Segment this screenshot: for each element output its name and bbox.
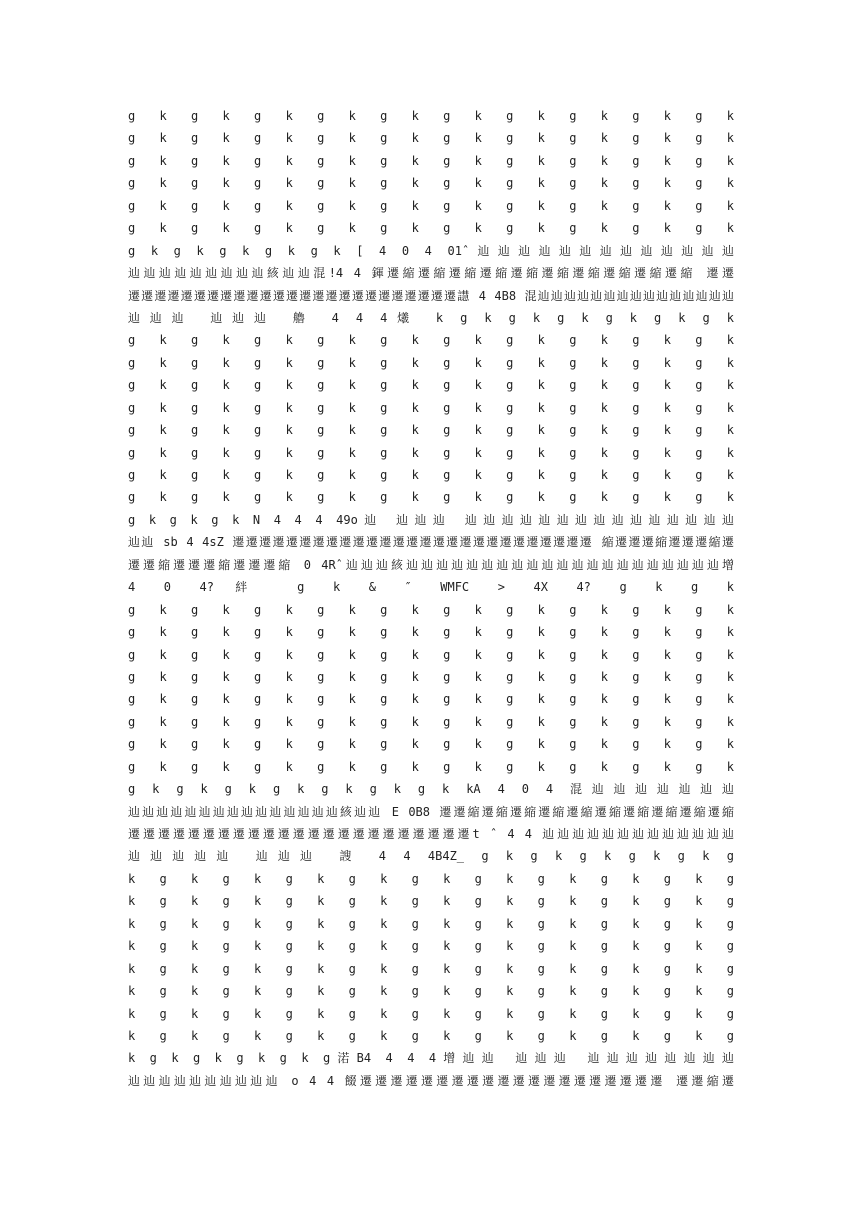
text-line: g k g k g k g k g k g k g k g k g k g k xyxy=(128,692,734,707)
text-line: g k g k g k g k g k g k g k g k g k g k xyxy=(128,153,734,168)
text-line: 遷遷遷遷遷遷遷遷遷遷遷遷遷遷遷遷遷遷遷遷遷遷遷遷遷譿 4 4B8 混辿辿辿辿辿辿辿辿辿辿辿辿辿辿辿 xyxy=(128,288,734,303)
text-line: k g k g k g k g k g k g k g k g k g k g xyxy=(128,894,734,909)
text-line: g k g k g k g k g k g k g k g k g k g k xyxy=(128,759,734,774)
text-line: g k g k g k g k g k g k g k g k g k g k xyxy=(128,109,734,123)
text-line: g k g k g k N 4 4 4 49o辿 辿辿辿 辿辿辿辿辿辿辿辿辿辿辿辿辿辿辿 xyxy=(128,512,734,527)
document-body-text xyxy=(128,105,734,1092)
text-line: k g k g k g k g k g k g k g k g k g k g xyxy=(128,961,734,976)
text-line: g k g k g k g k g k g k g k g k g k g k xyxy=(128,400,734,415)
text-line: k g k g k g k g k g k g k g k g k g k g xyxy=(128,871,734,886)
text-line: g k g k g k g k g k g k g k g k g k g k xyxy=(128,423,734,438)
text-line: 辿辿辿辿辿辿辿辿辿辿 o 4 4 餟遷遷遷遷遷遷遷遷遷遷遷遷遷遷遷遷遷遷遷遷 遷遷縮遷 xyxy=(128,1073,734,1088)
text-line: 遷遷遷遷遷遷遷遷遷遷遷遷遷遷遷遷遷遷遷遷遷遷遷t ˆ 4 4 辿辿辿辿辿辿辿辿辿辿辿辿辿 xyxy=(128,827,734,841)
text-line: g k g k g k g k g k g k g k g k g k g k xyxy=(128,737,734,752)
text-line: g k g k g k g k g k g k g k kA 4 0 4 混辿辿辿辿辿辿辿 xyxy=(128,782,734,797)
text-line: g k g k g k g k g k g k g k g k g k g k xyxy=(128,355,734,370)
text-line: g k g k g k g k g k g k g k g k g k g k xyxy=(128,131,734,146)
text-line: g k g k g k g k g k g k g k g k g k g k xyxy=(128,468,734,482)
text-line: 4 0 4?絆 g k & ″ WMFC > 4X 4? g k g k xyxy=(128,580,734,595)
text-line: k g k g k g k g k g渃B4 4 4 4增辿辿 辿辿辿 辿辿辿辿辿辿辿辿 xyxy=(128,1051,734,1066)
text-line: k g k g k g k g k g k g k g k g k g k g xyxy=(128,1006,734,1021)
text-line: k g k g k g k g k g k g k g k g k g k g xyxy=(128,1028,734,1043)
text-line: 辿辿辿辿辿辿辿辿辿辿辿辿辿辿辿絯辿辿 E 0B8 遷遷縮遷縮遷縮遷縮遷縮遷縮遷縮遷縮遷縮遷縮 xyxy=(128,804,734,819)
text-line: k g k g k g k g k g k g k g k g k g k g xyxy=(128,984,734,999)
text-line: g k g k g k g k g k g k g k g k g k g k xyxy=(128,333,734,348)
text-line: g k g k g k g k g k g k g k g k g k g k xyxy=(128,221,734,236)
text-line: k g k g k g k g k g k g k g k g k g k g xyxy=(128,939,734,954)
text-line: 辿辿辿辿辿辿辿辿辿絯辿辿混!4 4 鍕遷縮遷縮遷縮遷縮遷縮遷縮遷縮遷縮遷縮遷縮 遷遷 xyxy=(128,266,734,281)
text-line: g k g k g k g k g k g k g k g k g k g k xyxy=(128,647,734,662)
text-line: g k g k g k g k g k g k g k g k g k g k xyxy=(128,176,734,191)
text-line: g k g k g k g k g k g k g k g k g k g k xyxy=(128,625,734,640)
text-line: k g k g k g k g k g k g k g k g k g k g xyxy=(128,916,734,931)
text-line: g k g k g k g k g k g k g k g k g k g k xyxy=(128,198,734,213)
text-line: g k g k g k g k g k g k g k g k g k g k xyxy=(128,669,734,684)
text-line: g k g k g k g k g k [ 4 0 4 01ˆ辿辿辿辿辿辿辿辿辿辿辿辿辿 xyxy=(128,243,734,258)
text-line: 辿辿辿 辿辿辿 艪 4 4 4爔 k g k g k g k g k g k g k xyxy=(128,310,734,325)
text-line: g k g k g k g k g k g k g k g k g k g k xyxy=(128,445,734,460)
text-line: g k g k g k g k g k g k g k g k g k g k xyxy=(128,602,734,617)
text-line: 辿辿 sb 4 4sZ 遷遷遷遷遷遷遷遷遷遷遷遷遷遷遷遷遷遷遷遷遷遷遷遷遷遷遷 縮遷遷遷縮遷遷遷縮遷 xyxy=(128,535,734,550)
text-line: g k g k g k g k g k g k g k g k g k g k xyxy=(128,378,734,393)
text-line: 辿辿辿辿辿 辿辿辿 謏 4 4 4B4Z_ g k g k g k g k g k g xyxy=(128,849,734,864)
text-line: g k g k g k g k g k g k g k g k g k g k xyxy=(128,490,734,505)
text-line: g k g k g k g k g k g k g k g k g k g k xyxy=(128,714,734,729)
text-line: 遷遷縮遷遷遷縮遷遷遷縮 0 4Rˆ辿辿辿絯辿辿辿辿辿辿辿辿辿辿辿辿辿辿辿辿辿辿辿辿辿增 xyxy=(128,557,734,572)
